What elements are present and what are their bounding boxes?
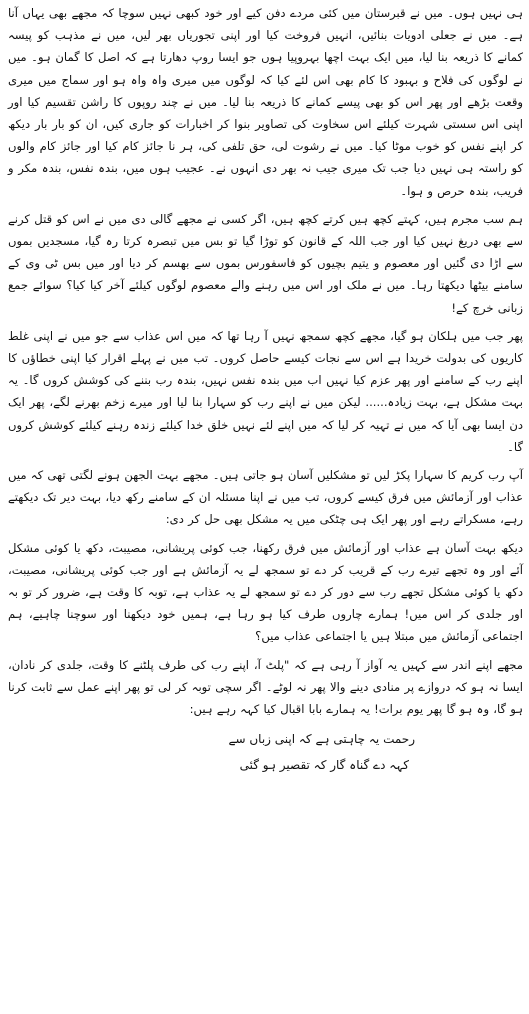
poem-verse-2: کہہ دے گناہ گار کہ تقصیر ہو گئی [239, 758, 409, 773]
poem-couplet [175, 726, 415, 778]
paragraph-4: آپ رب کریم کا سہارا پکڑ لیں تو مشکلیں آسان ہو جاتی ہیں۔ مجھے بہت الجھن ہونے لگتی تھی کہ میں عذاب اور آزمائش میں فرق کیسے کروں، تب میں نے اپنا مسئلہ ان کے سامنے رکھ دیا، بہت دیر تک دیکھتے رہے، مسکراتے رہے اور پھر ایک ہی چٹکی میں یہ مشکل بھی حل کر دی: [8, 468, 523, 527]
article-body [8, 2, 523, 720]
paragraph-2: ہم سب مجرم ہیں، کہتے کچھ ہیں کرتے کچھ ہیں، اگر کسی نے مجھے گالی دی میں نے اس کو قتل کرنے سے بھی دریغ نہیں کیا اور جب اللہ کے قانون کو توڑا گیا تو بس میں تبصرہ کرتا رہ گیا، مسجدیں بموں سے اڑا دی گئیں اور معصوم و یتیم بچیوں کو فاسفورس بموں سے بھسم کر دیا اور میں بس ٹی وی کے سامنے بیٹھا دیکھتا رہا۔ میں نے ملک اور اس میں رہنے والے معصوم لوگوں کیلئے آخر کیا کیا؟ سوائے جمع زبانی خرچ کے! [8, 211, 523, 315]
paragraph-5: دیکھ بہت آسان ہے عذاب اور آزمائش میں فرق رکھنا، جب کوئی پریشانی، مصیبت، دکھ یا کوئی مشکل آئے اور وہ تجھے تیرے رب کے قریب کر دے تو سمجھ لے یہ آزمائش ہے اور جب کوئی پریشانی، مصیبت، دکھ یا کوئی مشکل تجھے رب سے دور کر دے تو سمجھ لے یہ عذاب ہے، توبہ کا وقت ہے، ضرور کر تو بہ اور جلدی کر اس میں! ہمارے چاروں طرف کیا ہو رہا ہے، ہمیں خود دیکھنا اور سوچنا چاہیے، ہم اجتماعی آزمائش میں مبتلا ہیں یا اجتماعی عذاب میں؟ [8, 540, 523, 644]
paragraph-6: مجھے اپنے اندر سے کہیں یہ آواز آ رہی ہے کہ "پلٹ آ، اپنے رب کی طرف پلٹنے کا وقت، جلدی کر نادان، ایسا نہ ہو کہ دروازے پر منادی دینے والا پھر نہ لوٹے۔ اگر سچی توبہ کر لی تو پھر اپنے عمل سے ثابت کرنا ہو گا، وہ ہو گا پھر یوم برات! یہ ہمارے بابا اقبال کیا کہہ رہے ہیں: [8, 657, 523, 717]
paragraph-1: ہی نہیں ہوں۔ میں نے قبرستان میں کئی مردے دفن کیے اور خود کبھی نہیں سوچا کہ مجھے بھی یہاں آنا ہے۔ میں نے جعلی ادویات بنائیں، انہیں فروخت کیا اور اپنی تجوریاں بھر لیں، میں نے مذہب کو پیسہ کمانے کا ذریعہ بنا لیا، میں ایک بہت اچھا بہروپیا ہوں جو ایسا روپ دھارتا ہے کہ اصل کا گمان ہو۔ میں نے لوگوں کی فلاح و بہبود کا کام بھی اس لئے کیا کہ لوگوں میں میری واہ واہ ہو اور سماج میں میری وقعت بڑھے اور پھر اس کو بھی پیسے کمانے کا ذریعہ بنا لیا۔ میں نے چند روپوں کا راشن تقسیم کیا اور اپنی اس سستی شہرت کیلئے اس سخاوت کی تصاویر بنوا کر اخبارات کو جاری کیں، ان کو بار بار دیکھ کر اپنے نفس کو خوب موٹا کیا۔ میں نے رشوت لی، حق تلفی کی، ہر نا جائز کام کیا اور جائز کام والوں کو راستہ ہی نہیں دیا جب تک میری جیب نہ بھر دی انہوں نے۔ عجیب ہوں میں، بندہ نفس، بندہ مکر و فریب، بندہ حرص و ہوا۔ [8, 6, 523, 198]
paragraph-3: پھر جب میں ہلکان ہو گیا، مجھے کچھ سمجھ نہیں آ رہا تھا کہ میں اس عذاب سے جو میں نے اپنی غلط کاریوں کی بدولت خریدا ہے اس سے نجات کیسے حاصل کروں۔ تب میں نے پہلے اقرار کیا اپنی خطاؤں کا اپنے رب کے سامنے اور پھر عزم کیا نہیں اب میں بندہ نفس نہیں، بندہ رب بننے کی کوشش کروں گا۔ یہ بہت مشکل ہے، بہت زیادہ...... لیکن میں نے اپنے رب کو سہارا بنا لیا اور میرے زخم بھرنے لگے، پھر ایک دن ایسا بھی آیا کہ میں نے تہیہ کر لیا کہ میں اپنے لئے نہیں خلق خدا کیلئے زندہ رہنے کیلئے کوشش کروں گا۔ [8, 328, 523, 454]
poem-verse-1: رحمت یہ چاہتی ہے کہ اپنی زباں سے [228, 732, 415, 747]
